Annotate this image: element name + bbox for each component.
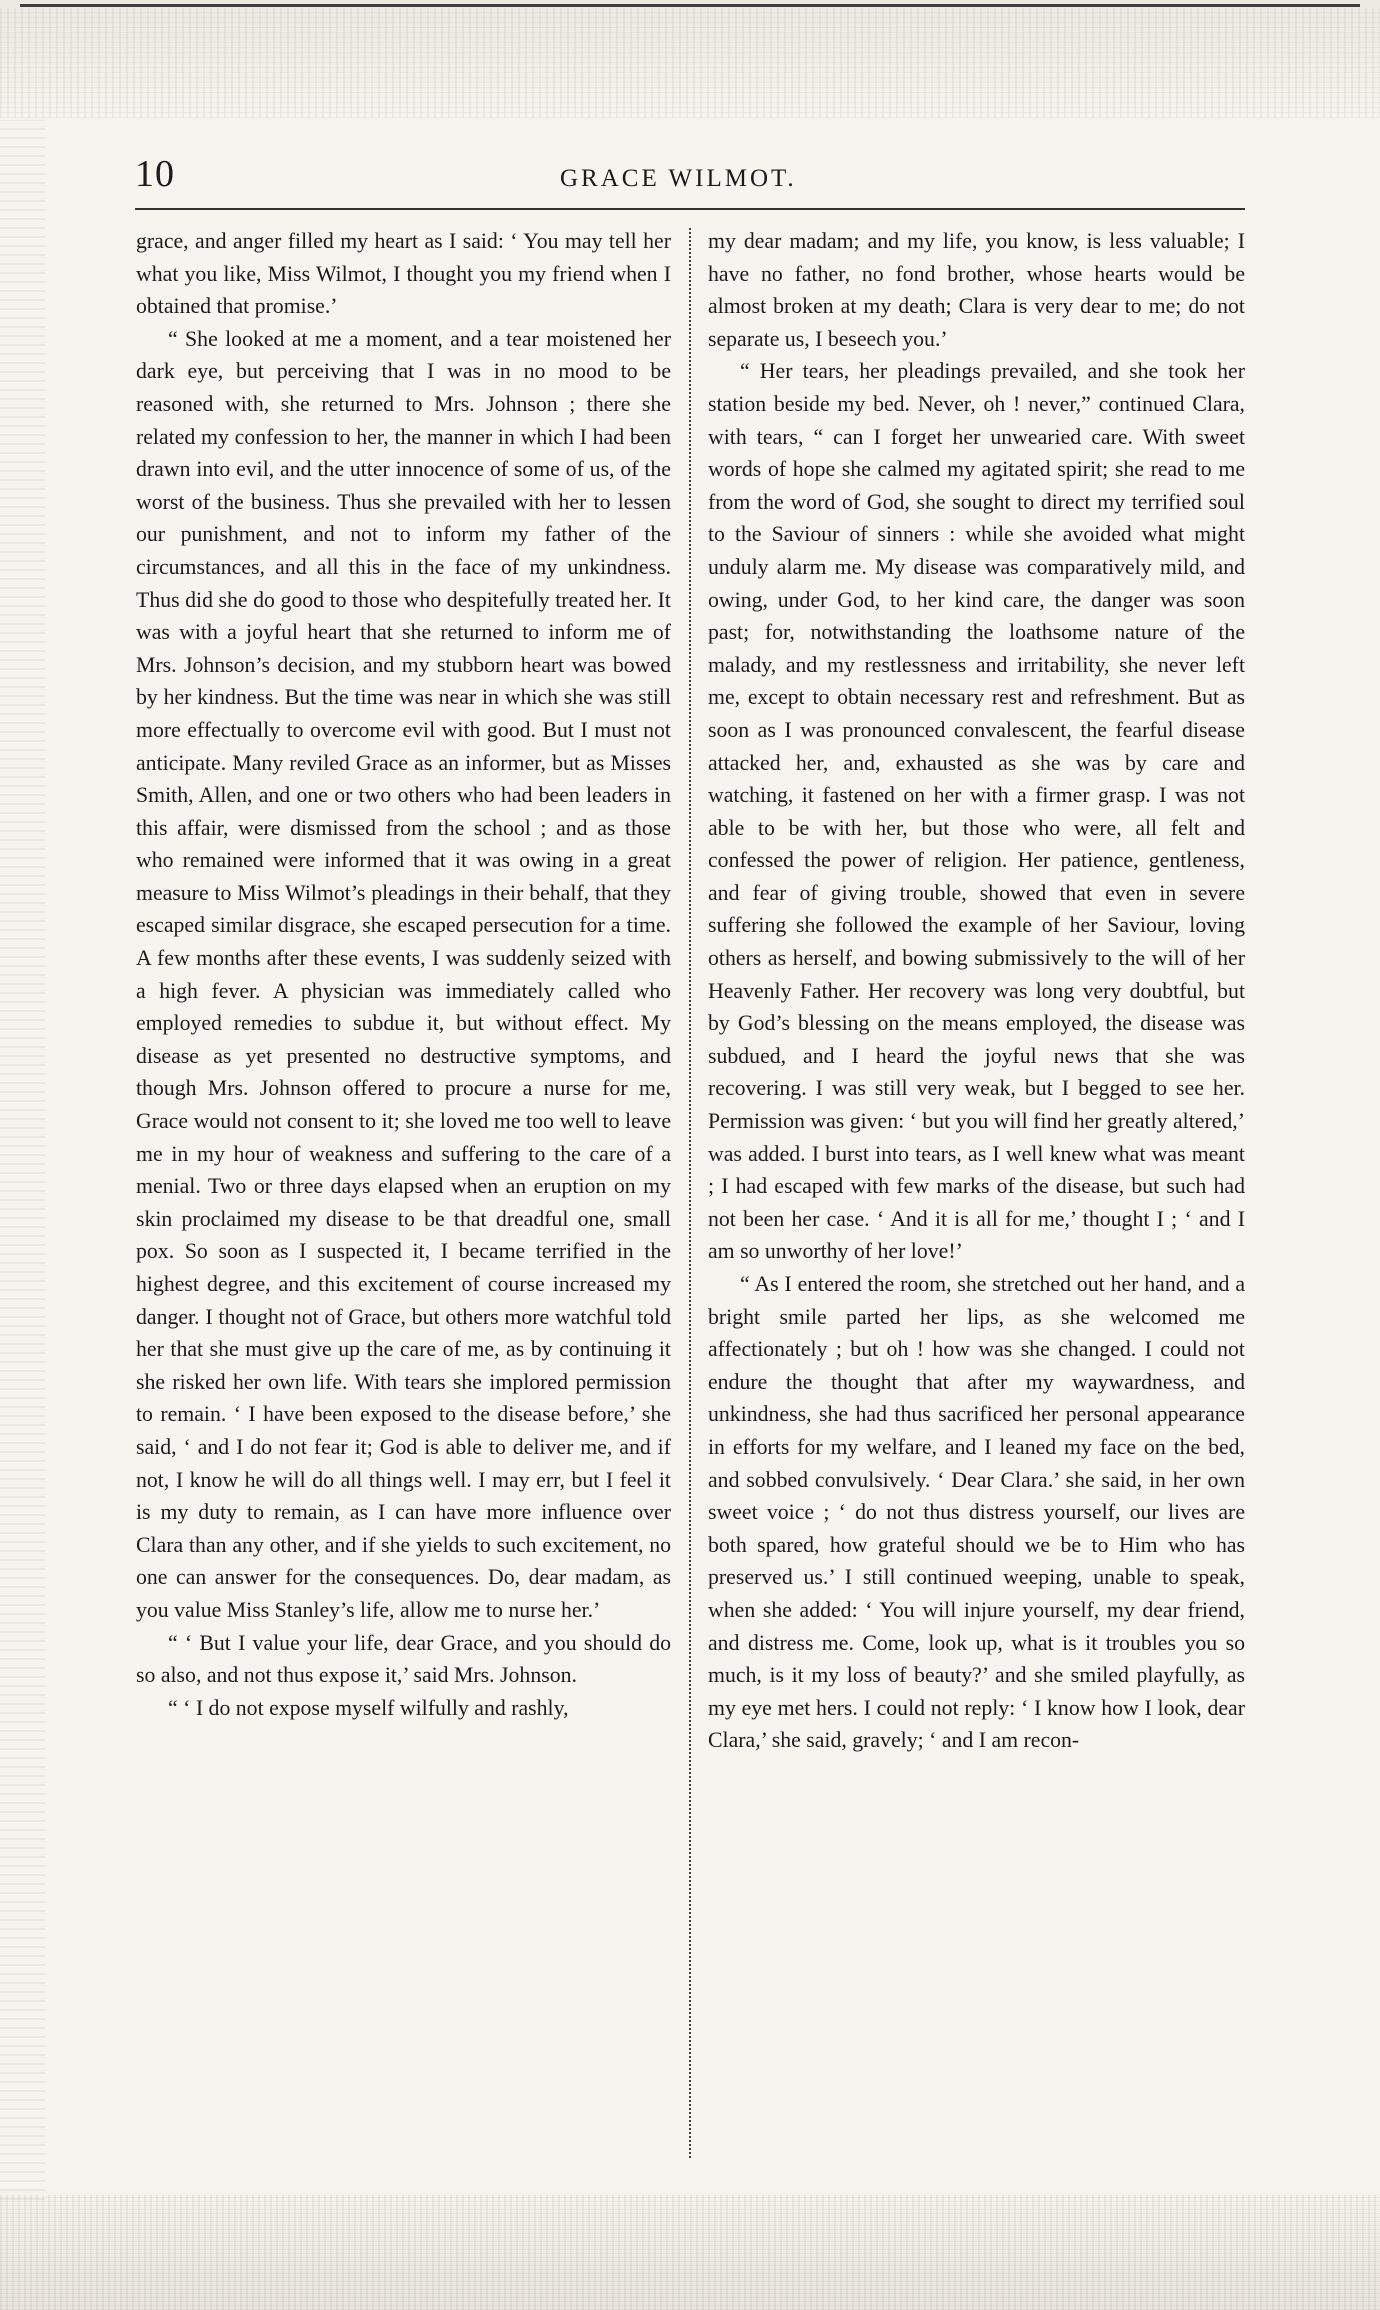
scan-noise-left [0, 120, 45, 2200]
paragraph: “ ‘ I do not expose myself wilfully and rashly, [168, 1695, 569, 1720]
top-rule [20, 4, 1360, 7]
paragraph: “ ‘ But I value your life, dear Grace, and you should do so also, and not thus expose it,’ said Mrs. Johnson. [136, 1630, 671, 1688]
right-column [708, 225, 1245, 1757]
header-rule [135, 208, 1245, 210]
paragraph: “ She looked at me a moment, and a tear moistened her dark eye, but perceiving that I was in no mood to be reasoned with, she returned to Mrs. Johnson ; there she related my confession to her, the manner in which I had been drawn into evil, and the utter innocence of some of us, of the worst of the business. Thus she prevailed with her to lessen our punishment, and not to inform my father of the circumstances, and all this in the face of my unkindness. Thus did she do good to those who despitefully treated her. It was with a joyful heart that she returned to inform me of Mrs. Johnson’s decision, and my stubborn heart was bowed by her kindness. But the time was near in which she was still more effectually to overcome evil with good. But I must not anticipate. Many reviled Grace as an informer, but as Misses Smith, Allen, and one or two others who had been leaders in this affair, were dismissed from the school ; and as those who remained were informed that it was owing in a great measure to Miss Wilmot’s pleadings in their behalf, that they escaped similar disgrace, she escaped persecution for a time. A few months after these events, I was suddenly seized with a high fever. A physician was immediately called who employed remedies to subdue it, but without effect. My disease as yet presented no destructive symptoms, and though Mrs. Johnson offered to procure a nurse for me, Grace would not consent to it; she loved me too well to leave me in my hour of weakness and suffering to the care of a menial. Two or three days elapsed when an eruption on my skin proclaimed my disease to be that dreadful one, small pox. So soon as I suspected it, I became terrified in the highest degree, and this excitement of course increased my danger. I thought not of Grace, but others more watchful told her that she must give up the care of me, as by continuing it she risked her own life. With tears she implored permission to remain. ‘ I have been exposed to the disease before,’ she said, ‘ and I do not fear it; God is able to deliver me, and if not, I know he will do all things well. I may err, but I feel it is my duty to remain, as I can have more influence over Clara than any other, and if she yields to such excitement, no one can answer for the consequences. Do, dear madam, as you value Miss Stanley’s life, allow me to nurse her.’ [136, 326, 671, 1622]
running-title: GRACE WILMOT. [560, 165, 797, 192]
paragraph: grace, and anger filled my heart as I said: ‘ You may tell her what you like, Miss Wilmot, I thought you my friend when I obtained that promise.’ [136, 229, 671, 319]
paragraph: “ As I entered the room, she stretched out her hand, and a bright smile parted her lips, as she welcomed me affectionately ; but oh ! how was she changed. I could not endure the thought that after my waywardness, and unkindness, she had thus sacrificed her personal appearance in efforts for my welfare, and I leaned my face on the bed, and sobbed convulsively. ‘ Dear Clara.’ she said, in her own sweet voice ; ‘ do not thus distress yourself, our lives are both spared, how grateful should we be to Him who has preserved us.’ I still continued weeping, unable to speak, when she added: ‘ You will injure yourself, my dear friend, and distress me. Come, look up, what is it troubles you so much, is it my loss of beauty?’ and she smiled playfully, as my eye met hers. I could not reply: ‘ I know how I look, dear Clara,’ she said, gravely; ‘ and I am recon- [708, 1272, 1245, 1753]
page-number: 10 [135, 153, 175, 195]
left-column [136, 225, 671, 1724]
column-divider [689, 228, 691, 2158]
scan-noise-top [0, 8, 1380, 118]
scan-noise-bottom [0, 2195, 1380, 2310]
paragraph: “ Her tears, her pleadings prevailed, and she took her station beside my bed. Never, oh ! never,” continued Clara, with tears, “ can I forget her unwearied care. With sweet words of hope she calmed my agitated spirit; she read to me from the word of God, she sought to direct my terrified soul to the Saviour of sinners : while she avoided what might unduly alarm me. My disease was comparatively mild, and owing, under God, to her kind care, the danger was soon past; for, notwithstanding the loathsome nature of the malady, and my restlessness and irritability, she never left me, except to obtain necessary rest and refreshment. But as soon as I was pronounced convalescent, the fearful disease attacked her, and, exhausted as she was by care and watching, it fastened on her with a firmer grasp. I was not able to be with her, but those who were, all felt and confessed the power of religion. Her patience, gentleness, and fear of giving trouble, showed that even in severe suffering she followed the example of her Saviour, loving others as herself, and bowing submissively to the will of her Heavenly Father. Her recovery was long very doubtful, but by God’s blessing on the means employed, the disease was subdued, and I heard the joyful news that she was recovering. I was still very weak, but I begged to see her. Permission was given: ‘ but you will find her greatly altered,’ was added. I burst into tears, as I well knew what was meant ; I had escaped with few marks of the disease, but such had not been her case. ‘ And it is all for me,’ thought I ; ‘ and I am so unworthy of her love!’ [708, 359, 1245, 1264]
paragraph: my dear madam; and my life, you know, is less valuable; I have no father, no fond brother, whose hearts would be almost broken at my death; Clara is very dear to me; do not separate us, I beseech you.’ [708, 229, 1245, 351]
